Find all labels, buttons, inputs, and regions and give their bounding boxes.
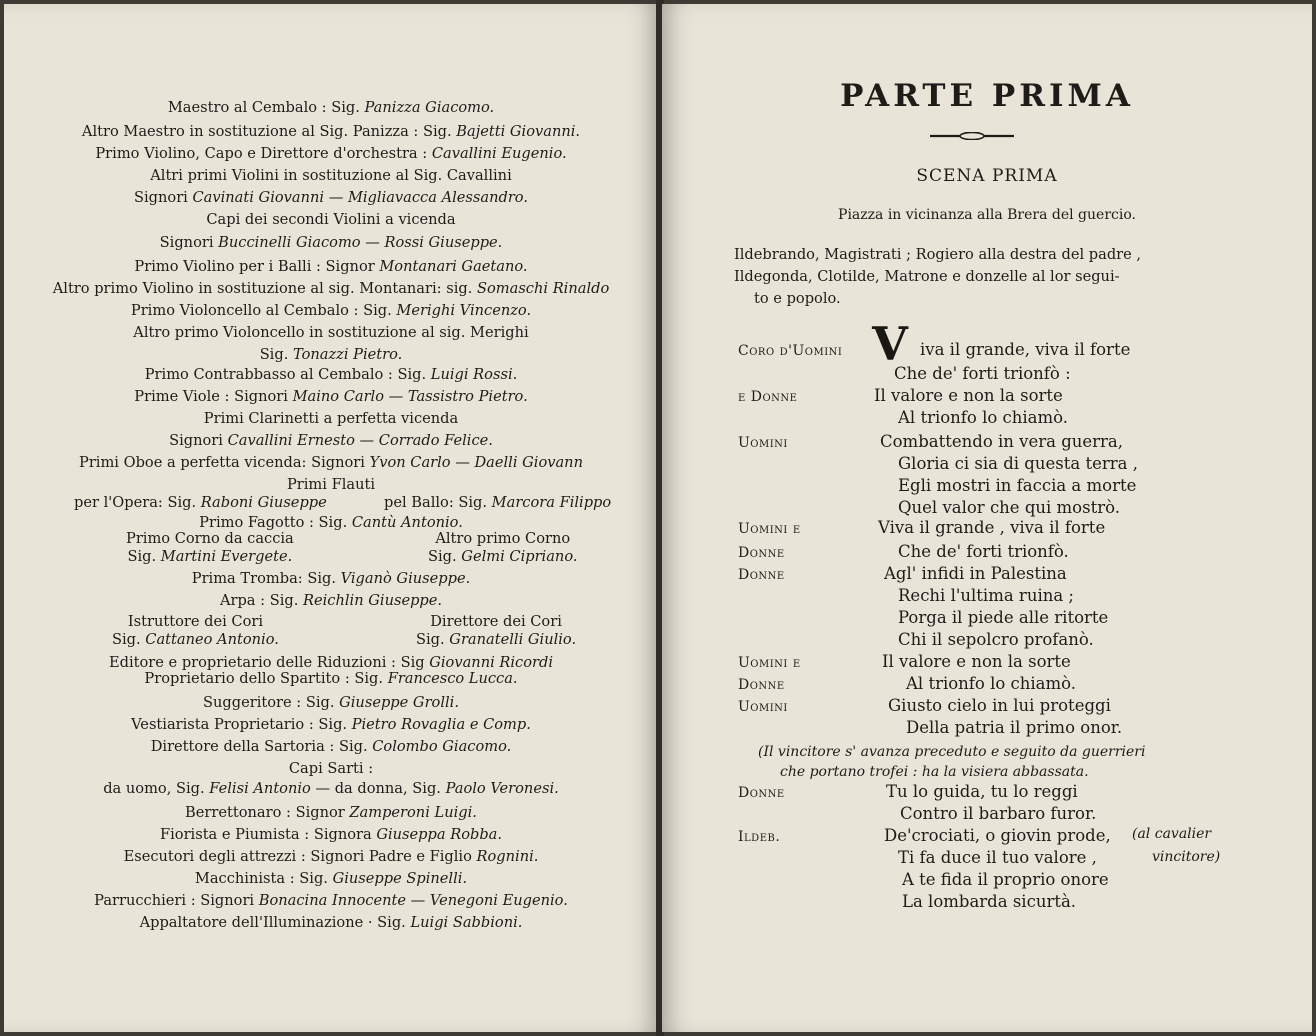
verse-line: Contro il barbaro furor. (900, 804, 1097, 823)
credit-label: Primi Flauti (286, 476, 376, 493)
verse-line: Viva il grande , viva il forte (878, 518, 1106, 537)
credit-name: Cantù Antonio. (351, 514, 463, 531)
verse-line: De'crociati, o giovin prode, (884, 826, 1111, 845)
credit-name: Paolo Veronesi. (445, 780, 559, 797)
cast-line-2: Ildegonda, Clotilde, Matrone e donzelle al lor segui- (734, 268, 1120, 285)
verse-line: Il valore e non la sorte (882, 652, 1071, 671)
credit-label: Direttore della Sartoria : Sig. (150, 738, 373, 755)
speaker-label: Coro d'Uomini (738, 343, 843, 359)
credit-role: Istruttore dei Cori (127, 613, 264, 630)
verse-line: Ti fa duce il tuo valore , (898, 848, 1097, 867)
cast-line-1: Ildebrando, Magistrati ; Rogiero alla destra del padre , (734, 246, 1142, 263)
credit-name: Zamperoni Luigi. (349, 804, 477, 821)
credit-line (4, 738, 658, 756)
credit-line (4, 476, 658, 494)
verse-line: Al trionfo lo chiamò. (898, 408, 1069, 427)
credit-label: Suggeritore : Sig. (203, 694, 340, 711)
credit-label: Primi Oboe a perfetta vicenda: Signori (79, 454, 370, 471)
credit-line (4, 716, 658, 734)
credit-label: Sig. (112, 631, 146, 648)
credit-name: Gelmi Cipriano. (461, 548, 578, 565)
credit-label: Arpa : Sig. (219, 592, 303, 609)
verse-line: Porga il piede alle ritorte (898, 608, 1109, 627)
credit-name: Giuseppe Spinelli. (332, 870, 468, 887)
speaker-label: Uomini e (738, 521, 801, 537)
credit-line (4, 892, 658, 910)
credit-label: Macchinista : Sig. (194, 870, 333, 887)
speaker-label: e Donne (738, 389, 798, 405)
verse-line: Chi il sepolcro profanò. (898, 630, 1094, 649)
credit-name: Raboni Giuseppe (200, 494, 327, 511)
aside-direction: (al cavalier (1132, 826, 1212, 842)
credit-name: Bonacina Innocente — Venegoni Eugenio. (258, 892, 568, 909)
verse-line: Gloria ci sia di questa terra , (898, 454, 1138, 473)
verse-line: La lombarda sicurtà. (902, 892, 1077, 911)
verse-line: Che de' forti trionfò. (898, 542, 1069, 561)
credit-label: Sig. (127, 548, 161, 565)
credit-line (4, 760, 658, 778)
credit-line (4, 432, 658, 450)
credit-line (4, 211, 658, 229)
credit-label: Primo Violino, Capo e Direttore d'orchestra : (95, 145, 432, 162)
ornament-divider-icon (930, 132, 1014, 140)
credit-role: Primo Corno da caccia (126, 530, 294, 547)
right-page (662, 4, 1312, 1032)
credit-name: Giuseppa Robba. (376, 826, 502, 843)
credit-name: Montanari Gaetano. (379, 258, 528, 275)
speaker-label: Uomini (738, 435, 788, 451)
credit-label: Prime Viole : Signori (134, 388, 293, 405)
credit-line (4, 694, 658, 712)
credit-label: Signori (169, 432, 228, 449)
corno-right (428, 530, 578, 566)
verse-line: Della patria il primo onor. (906, 718, 1123, 737)
verse-line: Al trionfo lo chiamò. (906, 674, 1077, 693)
credit-name: Reichlin Giuseppe. (303, 592, 443, 609)
credit-label: Signori (159, 234, 219, 251)
credit-line (4, 258, 658, 276)
corno-left (126, 530, 294, 566)
credit-label: Parrucchieri : Signori (94, 892, 259, 909)
verse-line: Combattendo in vera guerra, (880, 432, 1124, 451)
verse-line: Agl' infidi in Palestina (884, 564, 1067, 583)
verse-line: iva il grande, viva il forte (920, 340, 1131, 359)
credit-line (4, 410, 658, 428)
credit-name: Tonazzi Pietro. (292, 346, 403, 363)
credit-name: Cavinati Giovanni — Migliavacca Alessandro. (192, 189, 528, 206)
page-title: PARTE PRIMA (840, 78, 1134, 114)
credit-label: Primo Contrabbasso al Cembalo : Sig. (144, 366, 431, 383)
credit-name: Cavallini Eugenio. (431, 145, 567, 162)
credit-label: Sig. (416, 631, 450, 648)
credit-name: Colombo Giacomo. (372, 738, 512, 755)
speaker-label: Donne (738, 785, 785, 801)
credit-label: Altro primo Violoncello in sostituzione al sig. Merighi (133, 324, 529, 341)
credit-line (4, 826, 658, 844)
credit-line-arpa (4, 592, 658, 610)
credit-line (4, 870, 658, 888)
credit-line (4, 324, 658, 342)
credit-line (4, 346, 658, 364)
credit-label: Capi dei secondi Violini a vicenda (206, 211, 456, 228)
credit-label: Sig. (428, 548, 462, 565)
credit-name: Rognini. (476, 848, 539, 865)
credit-line (4, 123, 658, 141)
credit-name: Buccinelli Giacomo — Rossi Giuseppe. (218, 234, 503, 251)
credit-label: Primo Fagotto : Sig. (199, 514, 352, 531)
speaker-label: Uomini (738, 699, 788, 715)
credit-label: Editore e proprietario delle Riduzioni : Sig (108, 654, 430, 671)
credit-label: Capi Sarti : (288, 760, 374, 777)
credit-line (4, 366, 658, 384)
credit-label: — da donna, Sig. (310, 780, 446, 797)
credit-name: Panizza Giacomo. (364, 99, 495, 116)
credit-label: Signori (134, 189, 193, 206)
cori-right (416, 613, 576, 649)
credit-line (4, 189, 658, 207)
stage-direction-line: che portano trofei : ha la visiera abbassata. (780, 764, 1089, 780)
credit-line (4, 670, 658, 688)
credit-label: Maestro al Cembalo : Sig. (167, 99, 365, 116)
credit-name: Martini Evergete. (160, 548, 293, 565)
credit-name: Cavallini Ernesto — Corrado Felice. (227, 432, 493, 449)
speaker-label: Donne (738, 567, 785, 583)
speaker-label: Uomini e (738, 655, 801, 671)
credit-name: Pietro Rovaglia e Comp. (351, 716, 531, 733)
credit-label: per l'Opera: Sig. (74, 494, 201, 511)
credit-name: Felisi Antonio (209, 780, 311, 797)
credit-name: Marcora Filippo (491, 494, 612, 511)
credit-line (4, 388, 658, 406)
credit-role: Direttore dei Cori (430, 613, 562, 630)
cast-line-3: to e popolo. (754, 290, 841, 307)
credit-name: Bajetti Giovanni. (456, 123, 581, 140)
credit-line (4, 848, 658, 866)
credit-line (4, 804, 658, 822)
credit-name: Yvon Carlo — Daelli Giovann (369, 454, 583, 471)
credit-line (4, 302, 658, 320)
credit-label: Vestiarista Proprietario : Sig. (131, 716, 352, 733)
verse-line: Egli mostri in faccia a morte (898, 476, 1137, 495)
credit-name: Francesco Lucca. (387, 670, 518, 687)
verse-line: A te fida il proprio onore (902, 870, 1109, 889)
credit-label: Esecutori degli attrezzi : Signori Padre e Figlio (123, 848, 477, 865)
credit-role: Altro primo Corno (435, 530, 571, 547)
verse-line: Che de' forti trionfò : (894, 364, 1071, 383)
cori-left (112, 613, 279, 649)
credit-name: Giovanni Ricordi (429, 654, 553, 671)
credit-label: Altro Maestro in sostituzione al Sig. Panizza : Sig. (81, 123, 457, 140)
credit-line (4, 167, 658, 185)
flauti-left (74, 494, 327, 512)
credit-label: Prima Tromba: Sig. (191, 570, 341, 587)
credit-label: Proprietario dello Spartito : Sig. (144, 670, 388, 687)
credit-name: Somaschi Rinaldo (477, 280, 610, 297)
credit-name: Maino Carlo — Tassistro Pietro. (292, 388, 528, 405)
speaker-label: Donne (738, 677, 785, 693)
credit-line (4, 280, 658, 298)
credit-line (4, 234, 658, 252)
verse-line: Giusto cielo in lui proteggi (888, 696, 1111, 715)
credit-label: Appaltatore dell'Illuminazione · Sig. (139, 914, 411, 931)
credit-name: Giuseppe Grolli. (339, 694, 459, 711)
credit-name: Luigi Rossi. (430, 366, 518, 383)
credit-line (4, 454, 658, 472)
aside-direction: vincitore) (1152, 849, 1221, 865)
credit-line (4, 145, 658, 163)
credit-label: Sig. (259, 346, 293, 363)
credit-label: Berrettonaro : Signor (185, 804, 350, 821)
credit-line (4, 914, 658, 932)
credit-label: Fiorista e Piumista : Signora (159, 826, 377, 843)
credit-name: Viganò Giuseppe. (340, 570, 471, 587)
flauti-right (384, 494, 611, 512)
credit-name: Cattaneo Antonio. (145, 631, 279, 648)
credit-line-sarti (4, 780, 658, 798)
credit-name: Merighi Vincenzo. (396, 302, 532, 319)
speaker-label: Donne (738, 545, 785, 561)
credit-label: da uomo, Sig. (103, 780, 210, 797)
credit-label: Altri primi Violini in sostituzione al Sig. Cavallini (150, 167, 512, 184)
verse-line: Quel valor che qui mostrò. (898, 498, 1120, 517)
drop-cap: V (872, 317, 908, 371)
credit-line (4, 99, 658, 117)
scene-heading: SCENA PRIMA (916, 166, 1058, 186)
credit-line-tromba (4, 570, 658, 588)
verse-line: Tu lo guida, tu lo reggi (886, 782, 1078, 801)
credit-label: Primo Violoncello al Cembalo : Sig. (130, 302, 397, 319)
credit-label: Primi Clarinetti a perfetta vicenda (203, 410, 459, 427)
verse-line: Il valore e non la sorte (874, 386, 1063, 405)
speaker-label: Ildeb. (738, 829, 781, 845)
credit-name: Luigi Sabbioni. (410, 914, 523, 931)
credit-name: Granatelli Giulio. (449, 631, 577, 648)
credit-label: pel Ballo: Sig. (384, 494, 492, 511)
scene-setting: Piazza in vicinanza alla Brera del guercio. (838, 207, 1136, 223)
left-page (4, 4, 658, 1032)
credit-label: Primo Violino per i Balli : Signor (134, 258, 380, 275)
credit-label: Altro primo Violino in sostituzione al sig. Montanari: sig. (52, 280, 477, 297)
verse-line: Rechi l'ultima ruina ; (898, 586, 1074, 605)
stage-direction-line: (Il vincitore s' avanza preceduto e seguito da guerrieri (758, 744, 1146, 760)
